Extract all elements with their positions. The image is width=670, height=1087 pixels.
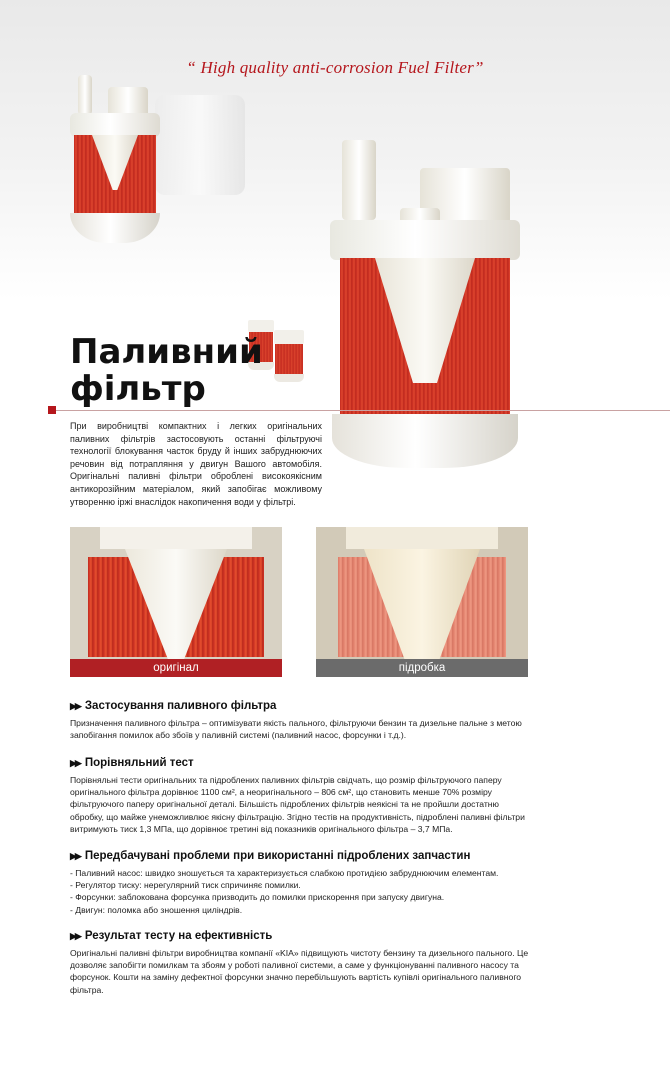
- list-item: - Двигун: поломка або зношення циліндрів.: [70, 904, 243, 915]
- counterfeit-caption: підробка: [316, 659, 528, 677]
- section-application: [70, 700, 530, 741]
- section-text: Порівняльні тести оригінальних та підроблених паливних фільтрів свідчать, що розмір фільтруючого паперу оригінального фільтра дорівнює 1100 см², а неоригінального – 806 см², що становить менше 70% розміру фільтруючого паперу оригінальної деталі. Більшість підроблених фільтрів неякісні та не пройшли достатню обробку, що майже унеможливлює якісну фільтрацію. Згідно тестів на продуктивність, підроблені паливні фільтри витримують тиск 1,3 МПа, що дорівнює третині від показників оригінального фільтра – 3,7 МПа.: [70, 775, 525, 834]
- tagline: “ High quality anti-corrosion Fuel Filter”: [186, 58, 484, 77]
- page-title: [70, 334, 263, 408]
- list-item: - Форсунки: заблокована форсунка призводить до помилки прискорення при запуску двигуна.: [70, 892, 445, 903]
- list-item: - Регулятор тиску: нерегулярний тиск спричиняє помилки.: [70, 880, 301, 891]
- divider-marker: [48, 406, 56, 414]
- small-filter-image: [70, 75, 160, 245]
- double-arrow-icon: ▶▶: [70, 757, 80, 768]
- title-line-1: Паливний: [70, 332, 263, 372]
- original-caption: оригінал: [70, 659, 282, 677]
- background-jar: [155, 95, 245, 195]
- list-item: - Паливний насос: швидко зношується та характеризується слабкою протидією забруднюючим елементам.: [70, 868, 499, 878]
- problems-list: [70, 867, 530, 916]
- title-line-2: фільтр: [70, 369, 206, 409]
- section-heading: Порівняльний тест: [84, 757, 194, 769]
- section-efficiency-result: [70, 930, 530, 996]
- original-filter-photo: [70, 527, 282, 677]
- divider-line: [48, 410, 670, 411]
- double-arrow-icon: ▶▶: [70, 930, 80, 941]
- section-comparison-test: [70, 757, 530, 835]
- section-expected-problems: [70, 850, 530, 916]
- double-arrow-icon: ▶▶: [70, 850, 80, 861]
- double-arrow-icon: ▶▶: [70, 700, 80, 711]
- section-heading: Результат тесту на ефективність: [84, 930, 273, 942]
- section-heading: Застосування паливного фільтра: [84, 700, 277, 712]
- intro-paragraph: При виробництві компактних і легких оригінальних паливних фільтрів застосовують останні фільтруючі технології блокування часток бруду й інших забруднюючих речовин від потрапляння у двигун Вашого автомобіля. Оригінальні паливні фільтри оброблені високоякісним антикорозійним матеріалом, який запобігає можливому утворенню іржі внаслідок накопичення води у фільтрі.: [70, 421, 322, 507]
- main-filter-image: [330, 140, 520, 470]
- counterfeit-filter-photo: [316, 527, 528, 677]
- section-heading: Передбачувані проблеми при використанні підроблених запчастин: [84, 850, 471, 862]
- section-text: Оригінальні паливні фільтри виробництва компанії «KIA» підвищують чистоту бензину та дизельного пального. Це дозволяє запобігти помилкам та збоям у роботі паливної системи, а саме у функціонуванні паливного насосу та форсунок. Кошти на заміну дефектної форсунки значно перебільшують вартість купівлі оригінального паливного фільтра.: [70, 948, 529, 995]
- section-text: Призначення паливного фільтра – оптимізувати якість пального, фільтруючи бензин та дизельне пальне з метою запобігання помилок або збоїв у паливній системі (паливний насос, форсунки і т.д.).: [70, 718, 522, 741]
